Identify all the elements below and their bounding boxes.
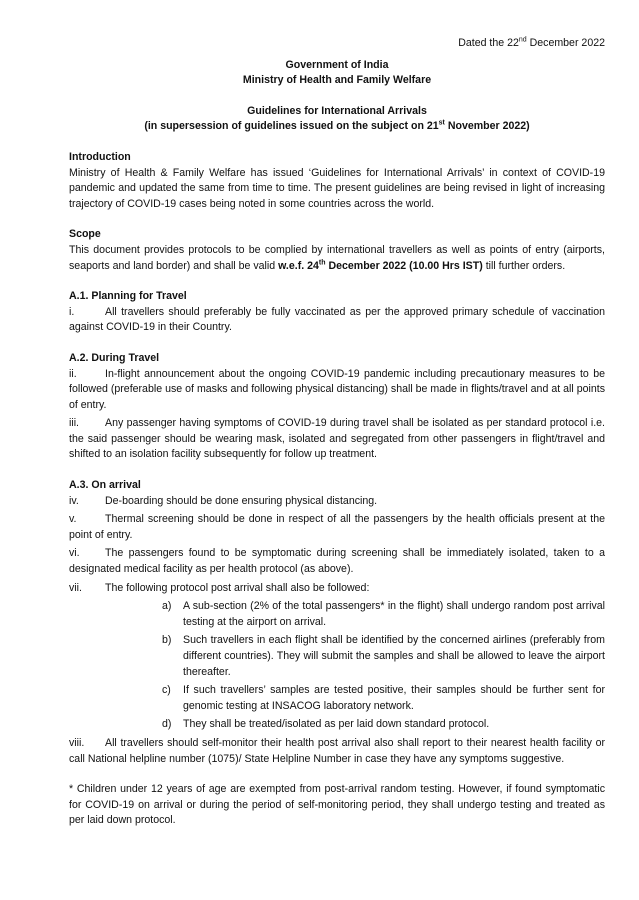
validity-date: w.e.f. 24th December 2022 (10.00 Hrs IST) xyxy=(278,259,483,272)
scope-text: This document provides protocols to be complied by international travellers as well as points of entry (airports, seaports and land border) and shall be valid w.e.f. 24th December 2022 (10.00 Hrs IST) till further orders. xyxy=(69,243,605,272)
list-item: iii. Any passenger having symptoms of COVID-19 during travel shall be isolated as per standard protocol i.e. the said passenger should be wearing mask, isolated and segregated from other passengers in flight/travel and shifted to an isolation facility subsequently for follow up treatment. xyxy=(69,417,605,461)
a1-heading: A.1. Planning for Travel xyxy=(69,290,187,303)
introduction-text: Ministry of Health & Family Welfare has issued ‘Guidelines for International Arrivals’ in context of COVID-19 pandemic and updated the same from time to time. The present guidelines are being revised in light of increasing trajectory of COVID-19 cases being noted in some countries across the world. xyxy=(69,166,605,210)
scope-heading: Scope xyxy=(69,228,101,241)
government-heading: Government of India xyxy=(285,58,389,71)
list-item: i. All travellers should preferably be fully vaccinated as per the approved primary schedule of vaccination against COVID-19 in their Country. xyxy=(69,305,605,334)
document-subtitle: (in supersession of guidelines issued on the subject on 21st November 2022) xyxy=(144,119,530,133)
a3-heading: A.3. On arrival xyxy=(69,479,141,492)
sub-list-item: a) A sub-section (2% of the total passengers* in the flight) shall undergo random post arrival testing at the airport on arrival. xyxy=(162,600,605,628)
list-item: iv. De-boarding should be done ensuring physical distancing. xyxy=(69,494,378,507)
document-title: Guidelines for International Arrivals xyxy=(247,104,427,117)
sub-list-item: b) Such travellers in each flight shall be identified by the concerned airlines (preferably from different countries). They will submit the samples and shall be allowed to leave the airport thereafter. xyxy=(162,634,605,678)
footnote: * Children under 12 years of age are exempted from post-arrival random testing. However, if found symptomatic for COVID-19 on arrival or during the period of self-monitoring period, they shall undergo testing and treated as per laid down protocol. xyxy=(69,783,605,827)
list-item: viii. All travellers should self-monitor their health post arrival also shall report to their nearest health facility or call National helpline number (1075)/ State Helpline Number in case they have any symptoms suggestive. xyxy=(69,736,605,765)
a2-heading: A.2. During Travel xyxy=(69,351,160,364)
document-date: Dated the 22nd December 2022 xyxy=(458,36,605,49)
list-item: vii. The following protocol post arrival shall also be followed: xyxy=(69,581,370,594)
sub-list-item: d) They shall be treated/isolated as per laid down standard protocol. xyxy=(162,718,490,731)
introduction-heading: Introduction xyxy=(69,150,131,163)
ministry-heading: Ministry of Health and Family Welfare xyxy=(242,74,432,87)
list-item: ii. In-flight announcement about the ongoing COVID-19 pandemic including precautionary measures to be followed (preferable use of masks and following physical distancing) shall be made in flights/travel and at all points of entry. xyxy=(69,367,605,411)
sub-list-item: c) If such travellers’ samples are tested positive, their samples should be further sent for genomic testing at INSACOG laboratory network. xyxy=(162,684,605,712)
list-item: v. Thermal screening should be done in respect of all the passengers by the health officials present at the point of entry. xyxy=(69,513,605,541)
list-item: vi. The passengers found to be symptomatic during screening shall be immediately isolated, taken to a designated medical facility as per health protocol (as above). xyxy=(69,547,605,576)
